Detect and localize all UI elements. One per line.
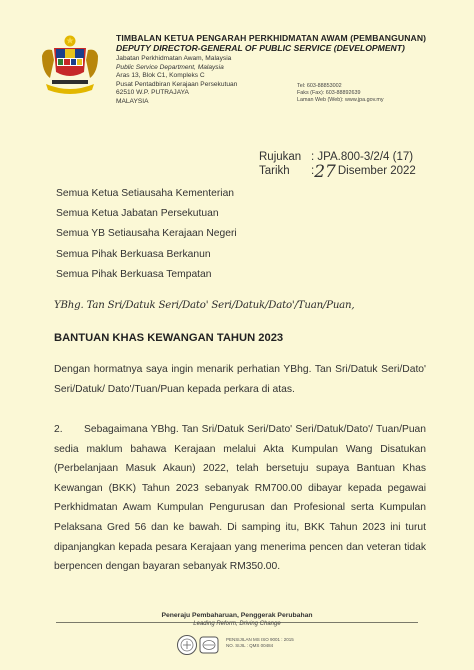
- address-line: Jabatan Perkhidmatan Awam, Malaysia: [116, 55, 232, 62]
- letterhead-contact: [297, 83, 384, 104]
- cert-line: PENSIJILAN MS ISO 9001 : 2015: [226, 637, 294, 642]
- address-line: Aras 13, Blok C1, Kompleks C: [116, 72, 205, 80]
- reference-row: [259, 150, 416, 164]
- contact-web: Laman Web (Web): www.jpa.gov.my: [297, 97, 384, 103]
- address-line: 62510 W.P. PUTRAJAYA: [116, 89, 189, 97]
- letterhead-title-ms: TIMBALAN KETUA PENGARAH PERKHIDMATAN AWAM (PEMBANGUNAN): [116, 33, 427, 43]
- letterhead-address: [116, 55, 237, 107]
- reference-block: [259, 150, 416, 182]
- contact-phone: Tel: 603-88853002: [297, 83, 342, 89]
- tarikh-label: Tarikh: [259, 165, 290, 177]
- recipient-item: Semua Pihak Berkuasa Berkanun: [56, 248, 211, 260]
- colon: :: [311, 165, 315, 177]
- recipient-item: Semua Ketua Jabatan Persekutuan: [56, 208, 219, 220]
- colon: :: [311, 151, 318, 163]
- recipient-item: Semua Pihak Berkuasa Tempatan: [56, 268, 212, 280]
- paragraph-2: [54, 420, 426, 577]
- rujukan-value: JPA.800-3/2/4 (17): [317, 151, 414, 163]
- recipient-item: Semua YB Setiausaha Kerajaan Negeri: [56, 228, 237, 240]
- tarikh-month-year: Disember 2022: [337, 165, 416, 177]
- paragraph-number: 2.: [54, 424, 63, 435]
- iso-certification-logos-icon: [176, 634, 222, 656]
- recipient-item: Semua Ketua Setiausaha Kementerian: [56, 188, 235, 199]
- malaysia-coat-of-arms-icon: [38, 34, 102, 96]
- address-line: Public Service Department, Malaysia: [116, 63, 224, 71]
- recipient-list: [56, 184, 237, 285]
- salutation: YBhg. Tan Sri/Datuk Seri/Dato' Seri/Datuk/Dato'/Tuan/Puan,: [54, 300, 355, 311]
- certification-text: [226, 637, 294, 649]
- rujukan-label: Rujukan: [259, 151, 302, 163]
- tarikh-day-handwritten: 27: [314, 162, 336, 182]
- paragraph-1: Dengan hormatnya saya ingin menarik perhatian YBhg. Tan Sri/Datuk Seri/Dato' Seri/Datuk/ Dato'/Tuan/Puan kepada perkara di atas.: [54, 364, 426, 395]
- paragraph-2-text: Sebagaimana YBhg. Tan Sri/Datuk Seri/Dato' Seri/Datuk/Dato'/ Tuan/Puan sedia maklum bahawa Kerajaan melalui Akta Kumpulan Wang Disatukan (Perbelanjaan Masuk Akaun) 2022, telah bersetuju supaya Bantuan Khas Kewangan (BKK) Tahun 2023 sebanyak RM700.00 dibayar kepada pegawai Perkhidmatan Awam Kumpulan Pengurusan dan Profesional serta Kumpulan Pelaksana Gred 56 dan ke bawah. Di samping itu, BKK Tahun 2023 ini turut dipanjangkan kepada pesara Kerajaan yang menerima pencen dan veteran tidak berpencen dengan bayaran sebanyak RM350.00.: [54, 424, 426, 573]
- footer-motto-ms: Peneraju Pembaharuan, Penggerak Perubahan: [161, 612, 313, 619]
- contact-fax: Faks (Fax): 603-88892639: [297, 90, 361, 96]
- address-line: Pusat Pentadbiran Kerajaan Persekutuan: [116, 80, 238, 88]
- date-row: [259, 162, 416, 182]
- letterhead-title-en: DEPUTY DIRECTOR-GENERAL OF PUBLIC SERVICE (DEVELOPMENT): [116, 43, 405, 53]
- address-line: MALAYSIA: [116, 97, 149, 105]
- letter-subject: BANTUAN KHAS KEWANGAN TAHUN 2023: [54, 332, 284, 344]
- footer-motto-en: Leading Reform, Driving Change: [193, 621, 281, 627]
- cert-line: NO. SIJIL : QMS 00484: [226, 643, 274, 648]
